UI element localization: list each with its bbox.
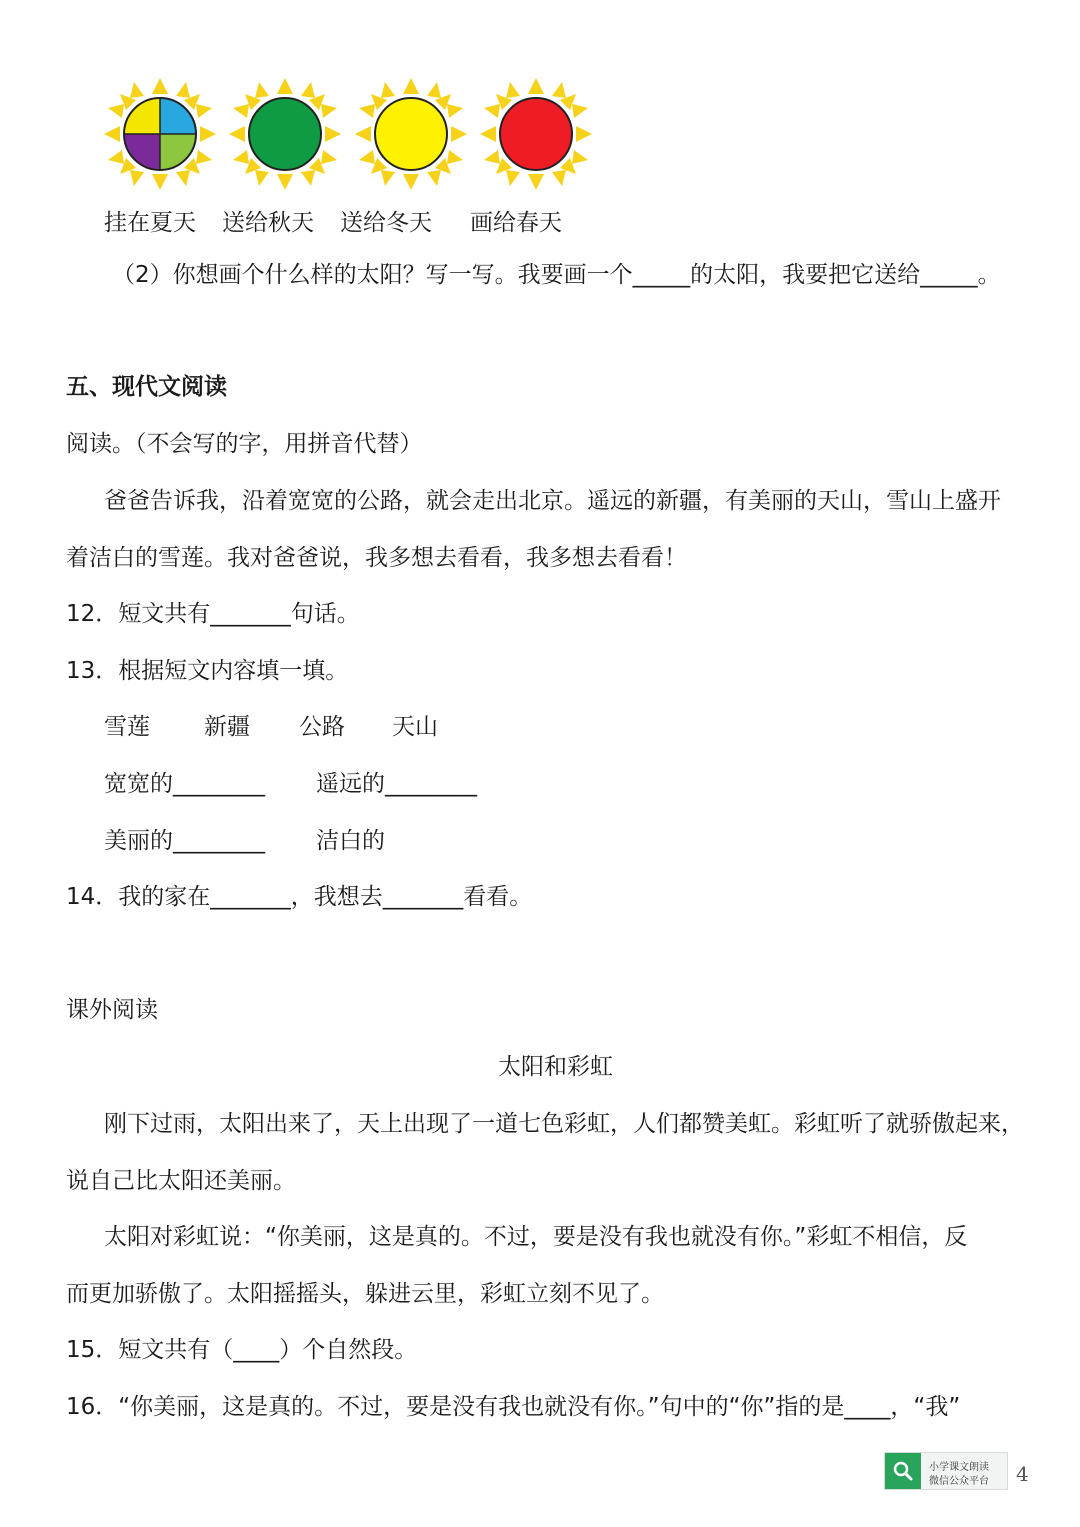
sun-quartered-image	[104, 78, 216, 190]
passage-line: 太阳对彩虹说：“你美丽，这是真的。不过，要是没有我也就没有你。”彩虹不相信，反	[104, 1224, 968, 1250]
fill-blank: 遥远的________	[316, 771, 477, 797]
watermark-badge	[884, 1452, 1008, 1490]
passage-line: 而更加骄傲了。太阳摇摇头，躲进云里，彩虹立刻不见了。	[66, 1281, 664, 1307]
story-title: 太阳和彩虹	[498, 1054, 613, 1080]
question-12: 12．短文共有_______句话。	[66, 601, 360, 627]
sun-yellow-image	[355, 78, 467, 190]
sun-label: 送给秋天	[222, 210, 314, 236]
passage-line: 刚下过雨，太阳出来了，天上出现了一道七色彩虹，人们都赞美虹。彩虹听了就骄傲起来，	[104, 1111, 1024, 1137]
fill-blank: 宽宽的________	[104, 771, 265, 797]
word-bank-item: 新疆	[204, 714, 250, 740]
watermark-line: 微信公众平台	[929, 1476, 989, 1487]
question-2: （2）你想画个什么样的太阳？写一写。我要画一个_____的太阳，我要把它送给_____。	[112, 262, 1001, 288]
watermark-line: 小学课文朗读	[929, 1462, 989, 1473]
extra-reading-label: 课外阅读	[66, 997, 158, 1023]
question-14: 14．我的家在_______，我想去_______看看。	[66, 884, 533, 910]
passage-line: 爸爸告诉我，沿着宽宽的公路，就会走出北京。遥远的新疆，有美丽的天山，雪山上盛开	[104, 488, 1001, 514]
fill-blank: 洁白的	[316, 828, 385, 854]
section-heading: 五、现代文阅读	[66, 374, 227, 400]
question-13: 13．根据短文内容填一填。	[66, 658, 349, 684]
word-bank-item: 天山	[392, 714, 438, 740]
question-16: 16．“你美丽，这是真的。不过，要是没有我也就没有你。”句中的“你”指的是____，“我”	[66, 1394, 961, 1420]
passage-line: 着洁白的雪莲。我对爸爸说，我多想去看看，我多想去看看！	[66, 545, 687, 571]
search-icon	[885, 1453, 921, 1489]
sun-label: 画给春天	[470, 210, 562, 236]
fill-blank: 美丽的________	[104, 828, 265, 854]
reading-instruction: 阅读。（不会写的字，用拼音代替）	[66, 431, 423, 457]
sun-label: 挂在夏天	[104, 210, 196, 236]
sun-label: 送给冬天	[340, 210, 432, 236]
page-number: 4	[1016, 1462, 1029, 1486]
sun-green-image	[229, 78, 341, 190]
word-bank-item: 公路	[299, 714, 345, 740]
word-bank-item: 雪莲	[104, 714, 150, 740]
passage-line: 说自己比太阳还美丽。	[66, 1168, 296, 1194]
sun-red-image	[480, 78, 592, 190]
question-15: 15．短文共有（____）个自然段。	[66, 1337, 418, 1363]
